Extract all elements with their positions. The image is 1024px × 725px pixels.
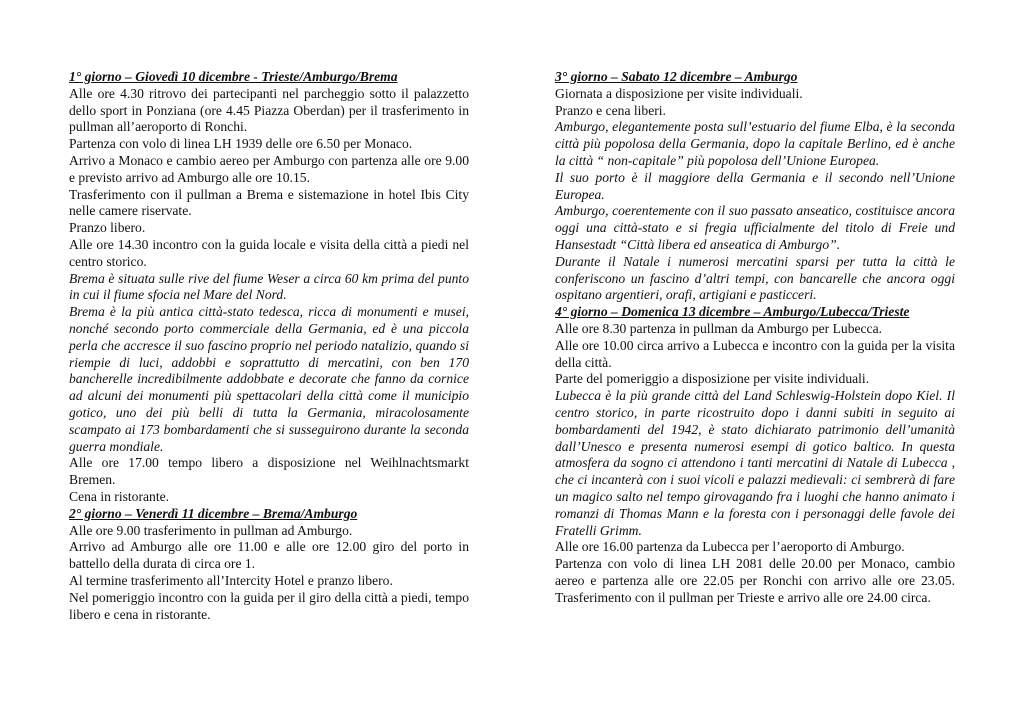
paragraph: Alle ore 17.00 tempo libero a disposizione nel Weihlnachtsmarkt Bremen. — [69, 455, 469, 488]
right-column — [555, 69, 955, 607]
paragraph: Alle ore 9.00 trasferimento in pullman ad Amburgo. — [69, 522, 353, 538]
day-3-heading: 3° giorno – Sabato 12 dicembre – Amburgo — [555, 69, 798, 84]
paragraph: Parte del pomeriggio a disposizione per visite individuali. — [555, 371, 870, 387]
paragraph: Alle ore 4.30 ritrovo dei partecipanti nel parcheggio sotto il palazzetto dello sport in Ponziana (ore 4.45 Piazza Oberdan) per il trasferimento in pullman all’aeroporto di Ronchi. — [69, 85, 469, 135]
paragraph: Pranzo e cena liberi. — [555, 102, 666, 118]
italic-description: Il suo porto è il maggiore della Germania e il secondo nell’Unione Europea. — [555, 169, 955, 202]
paragraph: Arrivo a Monaco e cambio aereo per Amburgo con partenza alle ore 9.00 e previsto arrivo ad Amburgo alle ore 10.15. — [69, 152, 469, 185]
paragraph: Arrivo ad Amburgo alle ore 11.00 e alle ore 12.00 giro del porto in battello della durata di circa ore 1. — [69, 539, 469, 572]
paragraph: Partenza con volo di linea LH 2081 delle 20.00 per Monaco, cambio aereo e partenza alle ore 22.05 per Ronchi con arrivo alle ore 23.05. Trasferimento con il pullman per Trieste e arrivo alle ore 24.00 circa. — [555, 556, 955, 605]
paragraph: Cena in ristorante. — [69, 488, 170, 504]
paragraph: Alle ore 16.00 partenza da Lubecca per l’aeroporto di Amburgo. — [555, 539, 905, 555]
day-1-heading: 1° giorno – Giovedì 10 dicembre - Trieste/Amburgo/Brema — [69, 69, 398, 84]
day-4-heading: 4° giorno – Domenica 13 dicembre – Amburgo/Lubecca/Trieste — [555, 304, 910, 320]
paragraph: Al termine trasferimento all’Intercity Hotel e pranzo libero. — [69, 572, 393, 588]
italic-description: Brema è situata sulle rive del fiume Weser a circa 60 km prima del punto in cui il fiume sfocia nel Mare del Nord. — [69, 270, 469, 303]
italic-description: Amburgo, coerentemente con il suo passato anseatico, costituisce ancora oggi una città-stato e si fregia ufficialmente del titolo di Freie und Hansestadt “Città libera ed anseatica di Amburgo”. — [555, 203, 955, 252]
paragraph: Alle ore 14.30 incontro con la guida locale e visita della città a piedi nel centro storico. — [69, 236, 469, 269]
paragraph: Giornata a disposizione per visite individuali. — [555, 85, 803, 101]
paragraph: Partenza con volo di linea LH 1939 delle ore 6.50 per Monaco. — [69, 136, 413, 152]
paragraph: Nel pomeriggio incontro con la guida per il giro della città a piedi, tempo libero e cena in ristorante. — [69, 589, 469, 622]
italic-description: Durante il Natale i numerosi mercatini sparsi per tutta la città le conferiscono un fascino d’altri tempi, con bancarelle che ancora oggi ospitano argentieri, orafi, artigiani e pasticceri. — [555, 253, 955, 303]
paragraph: Alle ore 8.30 partenza in pullman da Amburgo per Lubecca. — [555, 320, 883, 336]
paragraph: Alle ore 10.00 circa arrivo a Lubecca e incontro con la guida per la visita della città. — [555, 337, 955, 370]
italic-description: Amburgo, elegantemente posta sull’estuario del fiume Elba, è la seconda città più popolosa della Germania, dopo la capitale Berlino, ed è anche la città “ non-capitale” più popolosa dell’Unione Europea. — [555, 119, 955, 168]
italic-description: Brema è la più antica città-stato tedesca, ricca di monumenti e musei, nonché secondo porto commerciale della Germania, ed è una piccola perla che accresce il suo fascino proprio nel periodo natalizio, quando si riempie di luci, addobbi e soprattutto di mercatini, con ben 170 bancherelle incredibilmente addobbate e decorate che fanno da cornice ad alcuni dei monumenti più spettacolari della città come il municipio gotico, uno dei più belli di tutta la Germania, miracolosamente scampato ai 173 bombardamenti che si susseguirono durante la seconda guerra mondiale. — [69, 304, 469, 454]
left-column — [69, 69, 469, 623]
paragraph: Pranzo libero. — [69, 220, 146, 236]
italic-description: Lubecca è la più grande città del Land Schleswig-Holstein dopo Kiel. Il centro storico, in parte ricostruito dopo i danni subiti in seguito ai bombardamenti del 1942, è stato dichiarato patrimonio dell’umanità dall’Unesco e presenta numerosi esempi di gotico baltico. In questa atmosfera da sogno ci attendono i tanti mercatini di Natale di Lubecca , che ci incanterà con i suoi vicoli e palazzi medievali: ci sembrerà di fare un magico salto nel tempo girovagando fra i luoghi che hanno animato i romanzi di Thomas Mann e la foresta con i personaggi delle favole dei Fratelli Grimm. — [555, 388, 955, 538]
day-2-heading: 2° giorno – Venerdì 11 dicembre – Brema/Amburgo — [69, 505, 358, 521]
paragraph: Trasferimento con il pullman a Brema e sistemazione in hotel Ibis City nelle camere riservate. — [69, 186, 469, 219]
